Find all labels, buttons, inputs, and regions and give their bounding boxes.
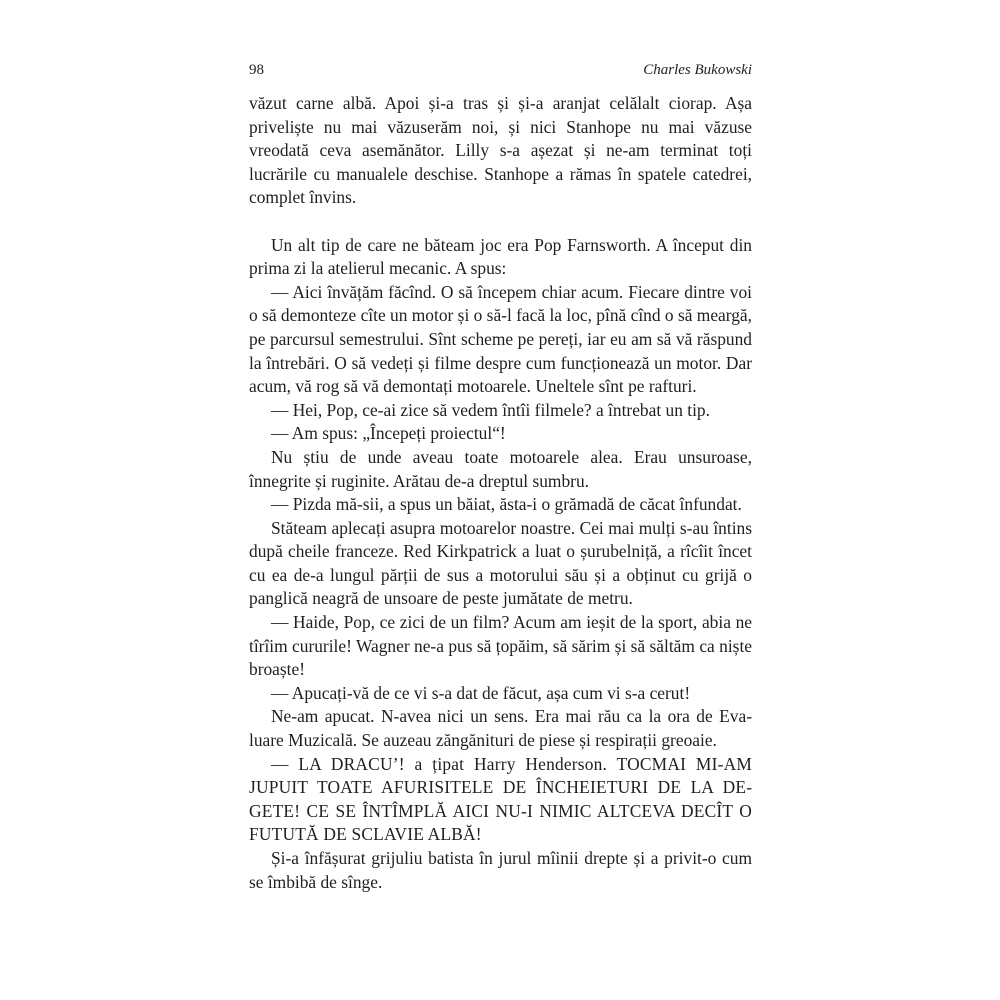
page-number: 98 — [249, 62, 264, 78]
paragraph: — Am spus: „Începeți proiectul“! — [271, 423, 506, 444]
paragraph: Și-a înfășurat grijuliu batista în jurul mîinii drepte și a privit-o cum se îmbibă de sînge. — [249, 848, 752, 892]
page-header — [249, 62, 752, 84]
section-break — [249, 210, 752, 234]
paragraph: — Apucați-vă de ce vi s-a dat de făcut, așa cum vi s-a cerut! — [271, 682, 691, 703]
paragraph: — Haide, Pop, ce zici de un film? Acum am ieșit de la sport, abia ne tîrîim cururile! Wagner ne-a pus să țopăim, să sărim și să săltăm ca niște broaște! — [249, 612, 752, 680]
paragraph: — LA DRACU’! a țipat Harry Henderson. TOCMAI MI-AM JUPUIT TOATE AFURISITELE DE ÎNCHEIETURI DE LA DEGETE! CE SE ÎNTÎMPLĂ AICI NU-I NIMIC ALTCEVA DECÎT O FUTUTĂ DE SCLAVIE ALBĂ! — [249, 753, 752, 845]
paragraph: Nu știu de unde aveau toate motoarele alea. Erau unsuroase, înnegrite și ruginite. Arătau de-a dreptul sumbru. — [249, 446, 752, 491]
body-text — [249, 92, 752, 894]
paragraph: văzut carne albă. Apoi și-a tras și și-a aranjat celălalt ciorap. Așa priveliște nu mai văzuserăm noi, și nici Stanhope nu mai văzuse vreodată ceva asemănător. Lilly s-a așezat și ne-am terminat toți lucrările cu manualele deschise. Stanhope a rămas în spatele catedrei, complet învins. — [249, 93, 752, 208]
paragraph: Ne-am apucat. N-avea nici un sens. Era mai rău ca la ora de Evaluare Muzicală. Se auzeau zăngănituri de piese și respirații greoaie. — [249, 706, 752, 751]
running-head-author: Charles Bukowski — [643, 62, 752, 78]
paragraph: Un alt tip de care ne băteam joc era Pop Farnsworth. A început din prima zi la atelierul mecanic. A spus: — [249, 234, 752, 279]
paragraph: — Aici învățăm făcînd. O să începem chiar acum. Fiecare dintre voi o să demonteze cîte un motor și o să-l facă la loc, pînă cînd o să meargă, pe parcursul semestrului. Sînt scheme pe pereți, iar eu am să vă răspund la întrebări. O să vedeți și filme despre cum funcționează un motor. Dar acum, vă rog să vă demontați motoarele. Uneltele sînt pe rafturi. — [249, 281, 752, 397]
paragraph: Stăteam aplecați asupra motoarelor noastre. Cei mai mulți s-au întins după cheile franceze. Red Kirkpatrick a luat o șurubelniță, a rîcîit încet cu ea de-a lungul părții de sus a motorului său și a obținut cu grijă o panglică neagră de unsoare de peste jumătate de metru. — [249, 517, 752, 609]
paragraph: — Hei, Pop, ce-ai zice să vedem întîi filmele? a întrebat un tip. — [271, 399, 710, 420]
paragraph: — Pizda mă-sii, a spus un băiat, ăsta-i o grămadă de căcat înfundat. — [271, 494, 742, 515]
